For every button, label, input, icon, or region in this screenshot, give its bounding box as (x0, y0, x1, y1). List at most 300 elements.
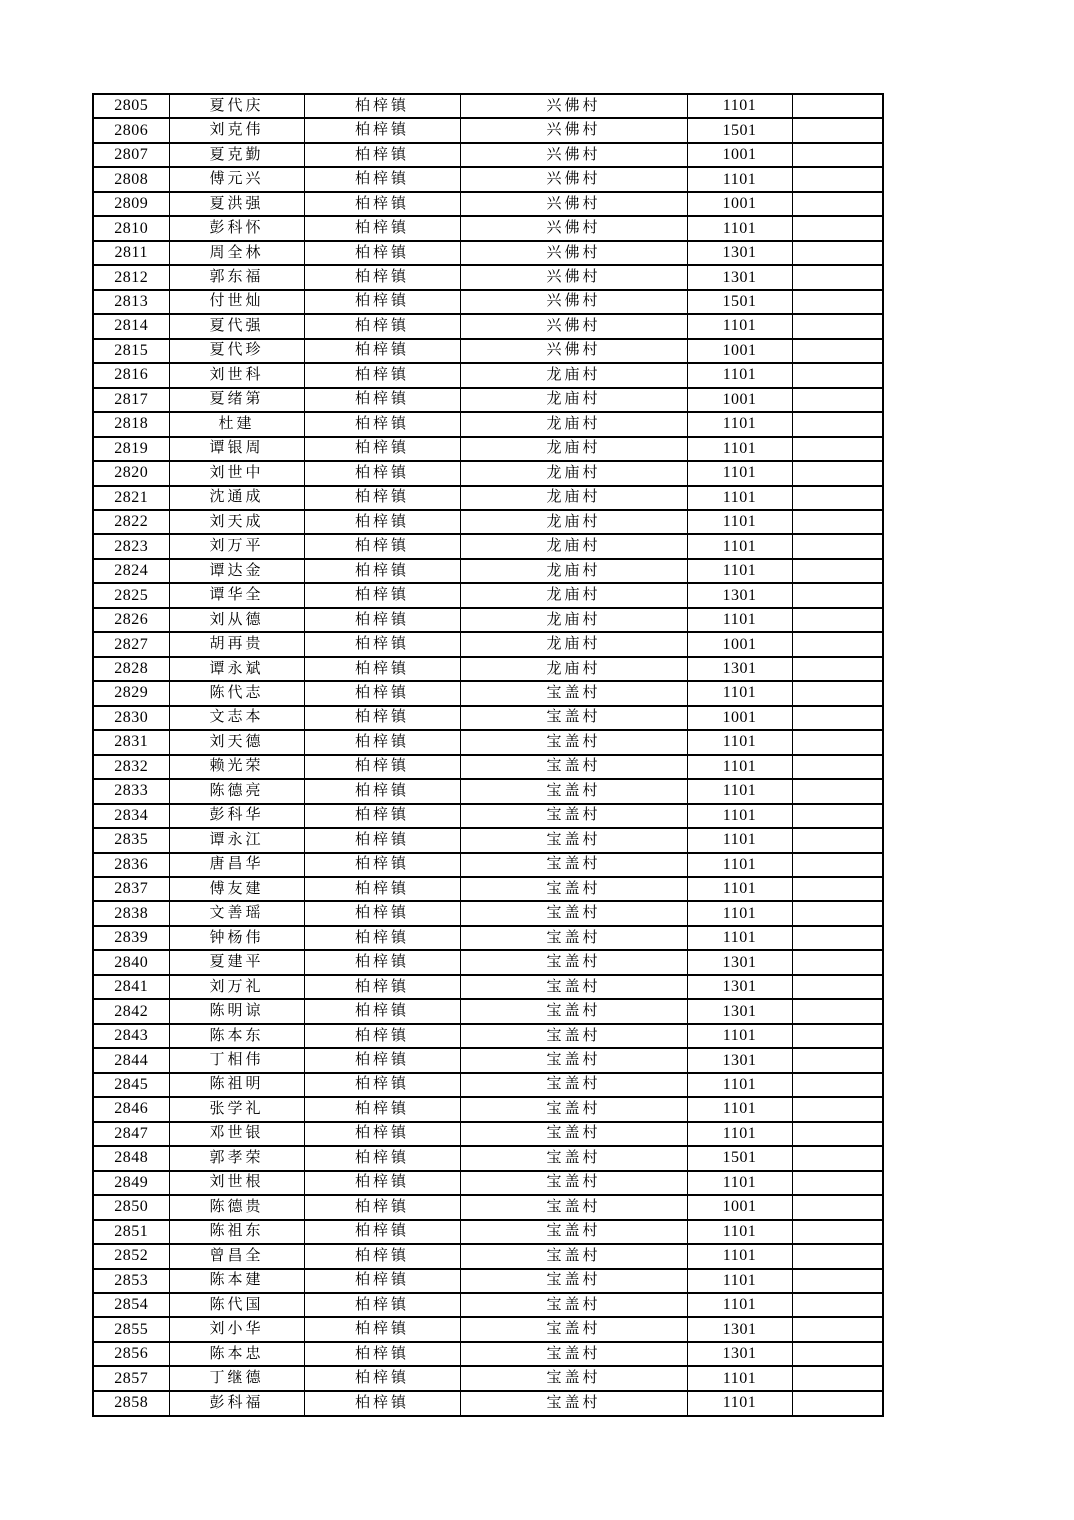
village-cell: 兴佛村 (460, 143, 687, 167)
town-cell: 柏梓镇 (304, 608, 460, 632)
town-cell: 柏梓镇 (304, 975, 460, 999)
name-cell: 钟杨伟 (169, 926, 304, 950)
code-cell: 1001 (687, 632, 792, 656)
town-cell: 柏梓镇 (304, 681, 460, 705)
village-cell: 龙庙村 (460, 632, 687, 656)
code-cell: 1101 (687, 926, 792, 950)
serial-cell: 2825 (93, 583, 169, 607)
blank-cell (792, 999, 883, 1023)
blank-cell (792, 1342, 883, 1366)
village-cell: 宝盖村 (460, 1342, 687, 1366)
name-cell: 傅元兴 (169, 167, 304, 191)
name-cell: 夏克勤 (169, 143, 304, 167)
blank-cell (792, 1317, 883, 1341)
table-row (93, 290, 883, 314)
code-cell: 1101 (687, 559, 792, 583)
name-cell: 夏代珍 (169, 339, 304, 363)
name-cell: 陈祖明 (169, 1073, 304, 1097)
name-cell: 刘世中 (169, 461, 304, 485)
code-cell: 1301 (687, 1342, 792, 1366)
village-cell: 龙庙村 (460, 461, 687, 485)
town-cell: 柏梓镇 (304, 412, 460, 436)
name-cell: 胡再贵 (169, 632, 304, 656)
table-row (93, 1317, 883, 1341)
name-cell: 谭永斌 (169, 657, 304, 681)
village-cell: 宝盖村 (460, 1146, 687, 1170)
code-cell: 1001 (687, 192, 792, 216)
roster-table (92, 93, 884, 1417)
village-cell: 宝盖村 (460, 706, 687, 730)
name-cell: 陈德贵 (169, 1195, 304, 1219)
table-row (93, 461, 883, 485)
town-cell: 柏梓镇 (304, 534, 460, 558)
village-cell: 宝盖村 (460, 901, 687, 925)
blank-cell (792, 632, 883, 656)
blank-cell (792, 1391, 883, 1416)
town-cell: 柏梓镇 (304, 216, 460, 240)
name-cell: 谭永江 (169, 828, 304, 852)
serial-cell: 2827 (93, 632, 169, 656)
name-cell: 刘万礼 (169, 975, 304, 999)
name-cell: 陈本东 (169, 1024, 304, 1048)
town-cell: 柏梓镇 (304, 926, 460, 950)
table-row (93, 314, 883, 338)
village-cell: 兴佛村 (460, 192, 687, 216)
table-row (93, 1195, 883, 1219)
town-cell: 柏梓镇 (304, 94, 460, 118)
blank-cell (792, 1195, 883, 1219)
name-cell: 彭科怀 (169, 216, 304, 240)
serial-cell: 2806 (93, 118, 169, 142)
serial-cell: 2822 (93, 510, 169, 534)
village-cell: 宝盖村 (460, 1317, 687, 1341)
code-cell: 1101 (687, 1073, 792, 1097)
code-cell: 1101 (687, 1391, 792, 1416)
serial-cell: 2838 (93, 901, 169, 925)
name-cell: 陈代国 (169, 1293, 304, 1317)
serial-cell: 2841 (93, 975, 169, 999)
serial-cell: 2854 (93, 1293, 169, 1317)
code-cell: 1101 (687, 804, 792, 828)
table-row (93, 1024, 883, 1048)
serial-cell: 2847 (93, 1122, 169, 1146)
code-cell: 1301 (687, 975, 792, 999)
blank-cell (792, 877, 883, 901)
serial-cell: 2839 (93, 926, 169, 950)
name-cell: 唐昌华 (169, 853, 304, 877)
blank-cell (792, 192, 883, 216)
code-cell: 1101 (687, 486, 792, 510)
town-cell: 柏梓镇 (304, 290, 460, 314)
code-cell: 1101 (687, 828, 792, 852)
blank-cell (792, 1293, 883, 1317)
table-row (93, 853, 883, 877)
village-cell: 宝盖村 (460, 1024, 687, 1048)
serial-cell: 2852 (93, 1244, 169, 1268)
table-row (93, 1048, 883, 1072)
serial-cell: 2837 (93, 877, 169, 901)
serial-cell: 2824 (93, 559, 169, 583)
village-cell: 宝盖村 (460, 1366, 687, 1390)
table-row (93, 901, 883, 925)
table-row (93, 608, 883, 632)
village-cell: 宝盖村 (460, 1220, 687, 1244)
table-row (93, 755, 883, 779)
village-cell: 宝盖村 (460, 1195, 687, 1219)
blank-cell (792, 755, 883, 779)
name-cell: 彭科华 (169, 804, 304, 828)
town-cell: 柏梓镇 (304, 314, 460, 338)
name-cell: 邓世银 (169, 1122, 304, 1146)
name-cell: 陈德亮 (169, 779, 304, 803)
blank-cell (792, 853, 883, 877)
town-cell: 柏梓镇 (304, 1391, 460, 1416)
code-cell: 1101 (687, 534, 792, 558)
blank-cell (792, 657, 883, 681)
town-cell: 柏梓镇 (304, 265, 460, 289)
table-row (93, 559, 883, 583)
village-cell: 宝盖村 (460, 1122, 687, 1146)
code-cell: 1101 (687, 510, 792, 534)
name-cell: 丁继德 (169, 1366, 304, 1390)
town-cell: 柏梓镇 (304, 143, 460, 167)
table-row (93, 804, 883, 828)
village-cell: 兴佛村 (460, 216, 687, 240)
name-cell: 陈本建 (169, 1269, 304, 1293)
town-cell: 柏梓镇 (304, 1317, 460, 1341)
blank-cell (792, 583, 883, 607)
town-cell: 柏梓镇 (304, 755, 460, 779)
code-cell: 1101 (687, 1293, 792, 1317)
serial-cell: 2830 (93, 706, 169, 730)
village-cell: 兴佛村 (460, 167, 687, 191)
table-row (93, 1391, 883, 1416)
town-cell: 柏梓镇 (304, 363, 460, 387)
town-cell: 柏梓镇 (304, 1269, 460, 1293)
blank-cell (792, 94, 883, 118)
table-row (93, 999, 883, 1023)
town-cell: 柏梓镇 (304, 486, 460, 510)
code-cell: 1101 (687, 1024, 792, 1048)
serial-cell: 2831 (93, 730, 169, 754)
code-cell: 1301 (687, 999, 792, 1023)
serial-cell: 2826 (93, 608, 169, 632)
serial-cell: 2835 (93, 828, 169, 852)
code-cell: 1301 (687, 657, 792, 681)
table-row (93, 681, 883, 705)
serial-cell: 2836 (93, 853, 169, 877)
village-cell: 兴佛村 (460, 290, 687, 314)
town-cell: 柏梓镇 (304, 1024, 460, 1048)
serial-cell: 2810 (93, 216, 169, 240)
name-cell: 刘天成 (169, 510, 304, 534)
code-cell: 1001 (687, 388, 792, 412)
name-cell: 谭银周 (169, 437, 304, 461)
town-cell: 柏梓镇 (304, 1097, 460, 1121)
serial-cell: 2857 (93, 1366, 169, 1390)
code-cell: 1101 (687, 1171, 792, 1195)
village-cell: 宝盖村 (460, 1097, 687, 1121)
code-cell: 1101 (687, 1366, 792, 1390)
serial-cell: 2846 (93, 1097, 169, 1121)
serial-cell: 2853 (93, 1269, 169, 1293)
table-row (93, 657, 883, 681)
table-row (93, 1073, 883, 1097)
blank-cell (792, 950, 883, 974)
name-cell: 夏代强 (169, 314, 304, 338)
code-cell: 1301 (687, 1317, 792, 1341)
name-cell: 彭科福 (169, 1391, 304, 1416)
blank-cell (792, 1366, 883, 1390)
name-cell: 张学礼 (169, 1097, 304, 1121)
name-cell: 郭东福 (169, 265, 304, 289)
village-cell: 龙庙村 (460, 657, 687, 681)
village-cell: 宝盖村 (460, 1048, 687, 1072)
blank-cell (792, 510, 883, 534)
town-cell: 柏梓镇 (304, 828, 460, 852)
name-cell: 刘世科 (169, 363, 304, 387)
village-cell: 兴佛村 (460, 241, 687, 265)
code-cell: 1101 (687, 901, 792, 925)
name-cell: 谭达金 (169, 559, 304, 583)
serial-cell: 2807 (93, 143, 169, 167)
code-cell: 1101 (687, 1097, 792, 1121)
serial-cell: 2843 (93, 1024, 169, 1048)
blank-cell (792, 1097, 883, 1121)
village-cell: 宝盖村 (460, 1293, 687, 1317)
name-cell: 刘小华 (169, 1317, 304, 1341)
town-cell: 柏梓镇 (304, 1146, 460, 1170)
document-page (92, 93, 882, 1417)
blank-cell (792, 1171, 883, 1195)
name-cell: 郭孝荣 (169, 1146, 304, 1170)
village-cell: 宝盖村 (460, 755, 687, 779)
town-cell: 柏梓镇 (304, 950, 460, 974)
blank-cell (792, 1269, 883, 1293)
village-cell: 龙庙村 (460, 412, 687, 436)
table-row (93, 486, 883, 510)
blank-cell (792, 167, 883, 191)
code-cell: 1101 (687, 730, 792, 754)
village-cell: 龙庙村 (460, 437, 687, 461)
name-cell: 杜建 (169, 412, 304, 436)
code-cell: 1301 (687, 1048, 792, 1072)
blank-cell (792, 901, 883, 925)
blank-cell (792, 216, 883, 240)
blank-cell (792, 290, 883, 314)
blank-cell (792, 608, 883, 632)
village-cell: 龙庙村 (460, 534, 687, 558)
table-row (93, 192, 883, 216)
table-row (93, 706, 883, 730)
serial-cell: 2815 (93, 339, 169, 363)
table-row (93, 1220, 883, 1244)
blank-cell (792, 1146, 883, 1170)
serial-cell: 2856 (93, 1342, 169, 1366)
town-cell: 柏梓镇 (304, 192, 460, 216)
table-row (93, 437, 883, 461)
blank-cell (792, 1024, 883, 1048)
name-cell: 夏代庆 (169, 94, 304, 118)
code-cell: 1101 (687, 461, 792, 485)
name-cell: 陈祖东 (169, 1220, 304, 1244)
serial-cell: 2851 (93, 1220, 169, 1244)
blank-cell (792, 559, 883, 583)
blank-cell (792, 412, 883, 436)
blank-cell (792, 828, 883, 852)
code-cell: 1101 (687, 314, 792, 338)
code-cell: 1301 (687, 583, 792, 607)
town-cell: 柏梓镇 (304, 1171, 460, 1195)
village-cell: 龙庙村 (460, 388, 687, 412)
table-row (93, 1366, 883, 1390)
village-cell: 宝盖村 (460, 975, 687, 999)
name-cell: 夏建平 (169, 950, 304, 974)
roster-table-body (93, 94, 883, 1416)
blank-cell (792, 1244, 883, 1268)
serial-cell: 2828 (93, 657, 169, 681)
serial-cell: 2832 (93, 755, 169, 779)
town-cell: 柏梓镇 (304, 583, 460, 607)
blank-cell (792, 461, 883, 485)
name-cell: 傅友建 (169, 877, 304, 901)
village-cell: 龙庙村 (460, 486, 687, 510)
code-cell: 1101 (687, 1269, 792, 1293)
blank-cell (792, 975, 883, 999)
serial-cell: 2809 (93, 192, 169, 216)
table-row (93, 534, 883, 558)
name-cell: 夏洪强 (169, 192, 304, 216)
code-cell: 1101 (687, 437, 792, 461)
name-cell: 刘天德 (169, 730, 304, 754)
village-cell: 兴佛村 (460, 314, 687, 338)
blank-cell (792, 804, 883, 828)
blank-cell (792, 265, 883, 289)
village-cell: 宝盖村 (460, 804, 687, 828)
town-cell: 柏梓镇 (304, 657, 460, 681)
code-cell: 1101 (687, 1244, 792, 1268)
table-row (93, 779, 883, 803)
table-row (93, 1122, 883, 1146)
village-cell: 宝盖村 (460, 877, 687, 901)
serial-cell: 2821 (93, 486, 169, 510)
table-row (93, 950, 883, 974)
table-row (93, 877, 883, 901)
blank-cell (792, 339, 883, 363)
table-row (93, 632, 883, 656)
table-row (93, 1269, 883, 1293)
code-cell: 1301 (687, 265, 792, 289)
village-cell: 宝盖村 (460, 950, 687, 974)
village-cell: 宝盖村 (460, 1391, 687, 1416)
town-cell: 柏梓镇 (304, 339, 460, 363)
serial-cell: 2829 (93, 681, 169, 705)
village-cell: 兴佛村 (460, 339, 687, 363)
table-row (93, 216, 883, 240)
code-cell: 1101 (687, 363, 792, 387)
serial-cell: 2848 (93, 1146, 169, 1170)
village-cell: 宝盖村 (460, 1269, 687, 1293)
table-row (93, 265, 883, 289)
code-cell: 1101 (687, 755, 792, 779)
code-cell: 1501 (687, 290, 792, 314)
serial-cell: 2834 (93, 804, 169, 828)
name-cell: 赖光荣 (169, 755, 304, 779)
code-cell: 1001 (687, 1195, 792, 1219)
blank-cell (792, 1073, 883, 1097)
town-cell: 柏梓镇 (304, 730, 460, 754)
code-cell: 1101 (687, 608, 792, 632)
town-cell: 柏梓镇 (304, 118, 460, 142)
town-cell: 柏梓镇 (304, 461, 460, 485)
code-cell: 1101 (687, 681, 792, 705)
blank-cell (792, 143, 883, 167)
town-cell: 柏梓镇 (304, 510, 460, 534)
town-cell: 柏梓镇 (304, 1195, 460, 1219)
village-cell: 龙庙村 (460, 608, 687, 632)
serial-cell: 2817 (93, 388, 169, 412)
code-cell: 1101 (687, 877, 792, 901)
town-cell: 柏梓镇 (304, 706, 460, 730)
blank-cell (792, 779, 883, 803)
table-row (93, 241, 883, 265)
table-row (93, 1244, 883, 1268)
town-cell: 柏梓镇 (304, 901, 460, 925)
name-cell: 文志本 (169, 706, 304, 730)
village-cell: 宝盖村 (460, 1244, 687, 1268)
code-cell: 1001 (687, 706, 792, 730)
code-cell: 1101 (687, 1122, 792, 1146)
serial-cell: 2849 (93, 1171, 169, 1195)
table-row (93, 926, 883, 950)
serial-cell: 2818 (93, 412, 169, 436)
table-row (93, 118, 883, 142)
town-cell: 柏梓镇 (304, 1293, 460, 1317)
code-cell: 1101 (687, 1220, 792, 1244)
town-cell: 柏梓镇 (304, 1073, 460, 1097)
name-cell: 付世灿 (169, 290, 304, 314)
blank-cell (792, 118, 883, 142)
name-cell: 曾昌全 (169, 1244, 304, 1268)
village-cell: 宝盖村 (460, 828, 687, 852)
blank-cell (792, 486, 883, 510)
serial-cell: 2812 (93, 265, 169, 289)
town-cell: 柏梓镇 (304, 853, 460, 877)
town-cell: 柏梓镇 (304, 804, 460, 828)
blank-cell (792, 730, 883, 754)
village-cell: 兴佛村 (460, 118, 687, 142)
table-row (93, 1342, 883, 1366)
town-cell: 柏梓镇 (304, 1244, 460, 1268)
serial-cell: 2816 (93, 363, 169, 387)
village-cell: 兴佛村 (460, 265, 687, 289)
table-row (93, 339, 883, 363)
town-cell: 柏梓镇 (304, 779, 460, 803)
town-cell: 柏梓镇 (304, 999, 460, 1023)
serial-cell: 2820 (93, 461, 169, 485)
serial-cell: 2855 (93, 1317, 169, 1341)
code-cell: 1501 (687, 1146, 792, 1170)
name-cell: 刘从德 (169, 608, 304, 632)
blank-cell (792, 706, 883, 730)
code-cell: 1001 (687, 339, 792, 363)
name-cell: 沈通成 (169, 486, 304, 510)
serial-cell: 2842 (93, 999, 169, 1023)
table-row (93, 730, 883, 754)
name-cell: 陈代志 (169, 681, 304, 705)
village-cell: 宝盖村 (460, 853, 687, 877)
town-cell: 柏梓镇 (304, 632, 460, 656)
